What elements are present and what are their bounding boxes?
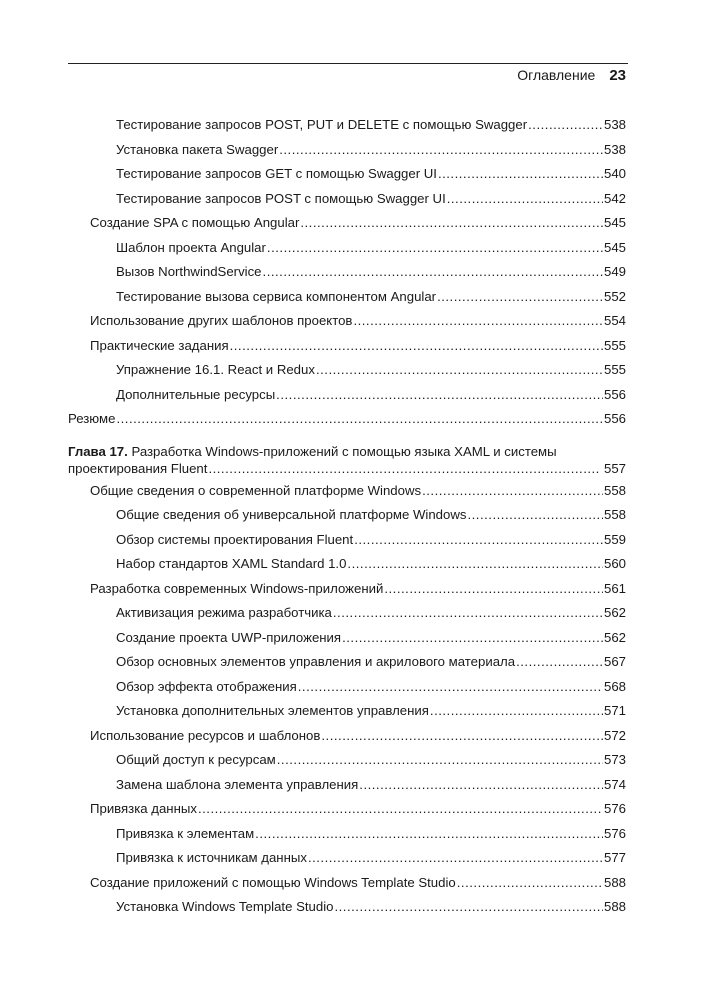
toc-entry-title: Разработка современных Windows-приложений <box>90 580 384 596</box>
dot-leader <box>198 800 603 818</box>
dot-leader <box>208 460 599 478</box>
toc-entry-title: Тестирование вызова сервиса компонентом Angular <box>116 288 437 304</box>
dot-leader <box>308 849 603 867</box>
toc-entry[interactable] <box>68 386 626 411</box>
toc-entry-title: Резюме <box>68 411 116 426</box>
toc-entry[interactable] <box>68 874 626 899</box>
dot-leader <box>528 116 603 134</box>
dot-leader <box>353 312 603 330</box>
toc-entry-page: 573 <box>603 752 626 767</box>
toc-entry[interactable] <box>68 482 626 507</box>
toc-entry[interactable] <box>68 141 626 166</box>
toc-entry-title: Тестирование запросов GET с помощью Swagger UI <box>116 166 437 181</box>
toc-entry-title: Шаблон проекта Angular <box>116 239 266 255</box>
toc-entry-title: Установка пакета Swagger <box>116 141 279 157</box>
dot-leader <box>300 214 603 232</box>
toc-entry[interactable] <box>68 288 626 313</box>
toc-entry-page: 558 <box>603 482 626 498</box>
toc-entry[interactable] <box>68 751 626 776</box>
toc-entry-page: 549 <box>603 264 626 279</box>
toc-entry[interactable] <box>68 555 626 580</box>
dot-leader <box>384 580 603 598</box>
toc-entry-page: 556 <box>603 386 626 402</box>
running-header <box>517 66 626 85</box>
toc-entry-page: 572 <box>603 727 626 743</box>
chapter-heading-line1 <box>68 443 626 460</box>
dot-leader <box>298 678 603 696</box>
toc-entry-page: 588 <box>603 874 626 890</box>
toc-entry-title: Привязка к элементам <box>116 825 255 841</box>
toc-entry-page: 554 <box>603 313 626 328</box>
chapter-heading-line2 <box>68 460 626 478</box>
chapter-page: 557 <box>603 460 626 476</box>
dot-leader <box>255 825 603 843</box>
toc-entry[interactable] <box>68 165 626 190</box>
toc-entry-page: 555 <box>603 362 626 377</box>
chapter-heading[interactable] <box>68 443 626 478</box>
toc-entry-page: 576 <box>603 825 626 841</box>
toc-entry[interactable] <box>68 580 626 605</box>
dot-leader <box>516 653 603 671</box>
table-of-contents <box>68 116 626 923</box>
toc-entry-page: 567 <box>603 654 626 669</box>
toc-entry-title: Привязка к источникам данных <box>116 850 307 865</box>
dot-leader <box>342 629 603 647</box>
toc-entry-page: 558 <box>603 507 626 522</box>
toc-section-bottom <box>68 482 626 923</box>
section-title: Оглавление <box>517 67 596 83</box>
dot-leader <box>316 361 603 379</box>
toc-entry-page: 555 <box>603 337 626 353</box>
dot-leader <box>116 410 603 428</box>
chapter-label: Глава 17. <box>68 443 128 459</box>
toc-entry-title: Упражнение 16.1. React и Redux <box>116 362 315 377</box>
toc-entry[interactable] <box>68 702 626 727</box>
dot-leader <box>430 702 603 720</box>
header-rule <box>68 63 628 64</box>
dot-leader <box>321 727 603 745</box>
dot-leader <box>437 288 603 306</box>
toc-entry-page: 562 <box>603 629 626 645</box>
toc-entry-page: 562 <box>603 605 626 620</box>
page-number: 23 <box>609 67 626 84</box>
toc-entry[interactable] <box>68 190 626 215</box>
toc-entry-title: Обзор основных элементов управления и акрилового материала <box>116 654 516 669</box>
toc-entry[interactable] <box>68 898 626 923</box>
dot-leader <box>438 165 603 183</box>
toc-entry-page: 576 <box>603 801 626 816</box>
toc-entry-title: Общий доступ к ресурсам <box>116 752 276 767</box>
dot-leader <box>359 776 603 794</box>
toc-entry[interactable] <box>68 678 626 703</box>
toc-entry-page: 559 <box>603 531 626 547</box>
toc-entry-title: Привязка данных <box>90 801 197 816</box>
toc-entry-title: Создание SPA с помощью Angular <box>90 215 300 230</box>
toc-entry[interactable] <box>68 312 626 337</box>
toc-entry-title: Общие сведения об универсальной платформе Windows <box>116 507 467 522</box>
toc-entry-page: 545 <box>603 239 626 255</box>
toc-entry[interactable] <box>68 727 626 752</box>
toc-entry-title: Создание проекта UWP-приложения <box>116 629 342 645</box>
toc-entry-title: Набор стандартов XAML Standard 1.0 <box>116 556 347 571</box>
dot-leader <box>230 337 603 355</box>
toc-entry[interactable] <box>68 604 626 629</box>
toc-entry[interactable] <box>68 263 626 288</box>
toc-entry[interactable] <box>68 361 626 386</box>
dot-leader <box>457 874 603 892</box>
toc-entry[interactable] <box>68 629 626 654</box>
toc-entry-page: 588 <box>603 899 626 914</box>
dot-leader <box>334 898 603 916</box>
toc-entry-page: 542 <box>603 190 626 206</box>
dot-leader <box>333 604 603 622</box>
toc-entry-title: Обзор эффекта отображения <box>116 678 297 694</box>
toc-entry-page: 540 <box>603 166 626 181</box>
dot-leader <box>447 190 603 208</box>
toc-entry-page: 574 <box>603 776 626 792</box>
toc-entry[interactable] <box>68 531 626 556</box>
toc-entry-title: Тестирование запросов POST с помощью Swagger UI <box>116 190 446 206</box>
toc-entry-page: 538 <box>603 117 626 132</box>
dot-leader <box>347 555 603 573</box>
toc-entry-page: 556 <box>603 411 626 426</box>
dot-leader <box>467 506 603 524</box>
dot-leader <box>267 239 603 257</box>
toc-entry-title: Дополнительные ресурсы <box>116 386 276 402</box>
dot-leader <box>279 141 603 159</box>
toc-entry-page: 577 <box>603 850 626 865</box>
toc-entry-page: 538 <box>603 141 626 157</box>
toc-entry[interactable] <box>68 800 626 825</box>
toc-entry-page: 561 <box>603 580 626 596</box>
toc-entry-title: Использование других шаблонов проектов <box>90 313 353 328</box>
toc-entry-title: Установка дополнительных элементов управления <box>116 703 429 718</box>
toc-entry-page: 568 <box>603 678 626 694</box>
toc-entry-page: 571 <box>603 703 626 718</box>
chapter-title-line1: Разработка Windows-приложений с помощью языка XAML и системы <box>131 443 557 459</box>
toc-entry-page: 552 <box>603 288 626 304</box>
toc-entry-title: Общие сведения о современной платформе Windows <box>90 482 422 498</box>
toc-entry[interactable] <box>68 506 626 531</box>
toc-entry[interactable] <box>68 116 626 141</box>
toc-entry-title: Обзор системы проектирования Fluent <box>116 531 354 547</box>
toc-entry-title: Создание приложений с помощью Windows Template Studio <box>90 874 456 890</box>
dot-leader <box>277 751 603 769</box>
toc-entry[interactable] <box>68 653 626 678</box>
toc-entry-title: Практические задания <box>90 337 229 353</box>
dot-leader <box>276 386 603 404</box>
toc-entry-page: 545 <box>603 215 626 230</box>
toc-entry-title: Вызов NorthwindService <box>116 264 262 279</box>
toc-entry-title: Замена шаблона элемента управления <box>116 776 359 792</box>
toc-entry[interactable] <box>68 825 626 850</box>
chapter-title-line2: проектирования Fluent <box>68 460 208 476</box>
toc-entry[interactable] <box>68 776 626 801</box>
toc-entry-page: 560 <box>603 556 626 571</box>
toc-entry[interactable] <box>68 849 626 874</box>
toc-entry[interactable] <box>68 410 626 435</box>
toc-entry-title: Использование ресурсов и шаблонов <box>90 727 321 743</box>
toc-entry[interactable] <box>68 214 626 239</box>
toc-entry[interactable] <box>68 239 626 264</box>
toc-entry-title: Активизация режима разработчика <box>116 605 332 620</box>
toc-entry-title: Установка Windows Template Studio <box>116 899 334 914</box>
toc-entry[interactable] <box>68 337 626 362</box>
dot-leader <box>263 263 603 281</box>
dot-leader <box>422 482 603 500</box>
toc-section-top <box>68 116 626 435</box>
toc-entry-title: Тестирование запросов POST, PUT и DELETE с помощью Swagger <box>116 117 528 132</box>
dot-leader <box>354 531 603 549</box>
